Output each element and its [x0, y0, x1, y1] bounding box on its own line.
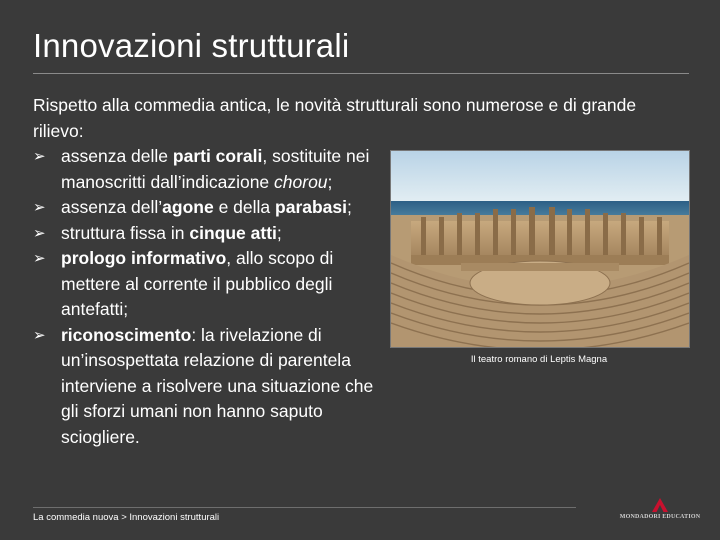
bullet-text-run: agone	[162, 197, 214, 217]
logo-text: MONDADORI EDUCATION	[619, 514, 701, 520]
bullet-arrow-icon: ➢	[33, 148, 46, 165]
intro-paragraph: Rispetto alla commedia antica, le novità strutturali sono numerose e di grande rilievo:	[33, 95, 637, 141]
footer-divider	[33, 507, 576, 508]
bullet-text-run: assenza dell’	[61, 197, 163, 217]
bullet-text-run: struttura fissa in	[61, 222, 190, 243]
bullet-item	[33, 246, 378, 323]
bullet-text-run: parti corali	[172, 146, 263, 166]
bullet-text-run: ;	[327, 171, 333, 192]
theatre-photo	[390, 150, 690, 348]
bullet-text-run: , allo scopo di mettere al corrente il pubblico degli antefatti;	[61, 248, 334, 319]
bullet-item	[33, 323, 378, 451]
bullet-text-run: assenza delle	[61, 146, 173, 166]
footer-breadcrumb: La commedia nuova > Innovazioni strutturali	[33, 512, 220, 523]
bullet-arrow-icon: ➢	[33, 326, 46, 344]
bullet-item	[33, 195, 378, 221]
bullet-text-run: , sostituite nei manoscritti dall’indicazione	[61, 146, 370, 192]
slide-title: Innovazioni strutturali	[33, 27, 350, 64]
bullet-list	[33, 144, 378, 450]
bullet-arrow-icon: ➢	[33, 199, 46, 216]
bullet-text-run: e della	[213, 197, 276, 217]
bullet-arrow-icon: ➢	[33, 224, 46, 242]
bullet-arrow-icon: ➢	[33, 250, 46, 267]
bullet-text-run: parabasi	[275, 197, 347, 217]
bullet-text-run: prologo informativo	[61, 248, 227, 268]
bullet-text-run: chorou	[274, 171, 328, 192]
bullet-item	[33, 144, 378, 195]
image-caption: Il teatro romano di Leptis Magna	[470, 354, 608, 365]
bullet-item	[33, 221, 378, 247]
theatre-illustration	[391, 151, 689, 347]
bullet-text-run: : la rivelazione di un’insospettata relazione di parentela interviene a risolvere una situazione che gli sforzi umani non hanno saputo sciogliere.	[61, 324, 374, 447]
publisher-logo	[618, 498, 702, 524]
bullet-text-run: ;	[347, 197, 352, 217]
bullet-text-run: riconoscimento	[61, 324, 192, 345]
bullet-text-run: ;	[276, 222, 282, 243]
title-divider	[33, 73, 689, 74]
bullet-text-run: cinque atti	[189, 222, 277, 243]
logo-a-icon	[652, 498, 668, 512]
